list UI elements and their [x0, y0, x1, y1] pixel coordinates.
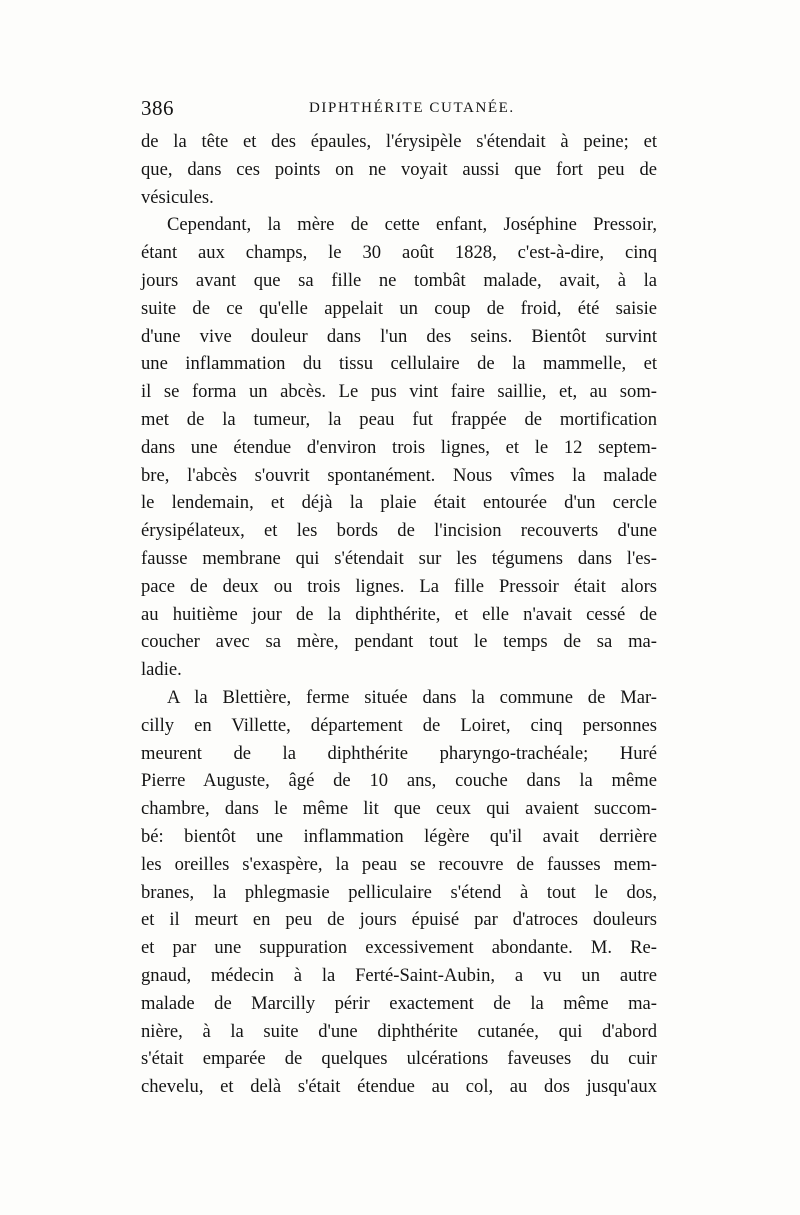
- text-line: que, dans ces points on ne voyait aussi que fort peu de: [141, 158, 657, 180]
- text-line: fausse membrane qui s'étendait sur les tégumens dans l'es-: [141, 547, 657, 569]
- text-line: jours avant que sa fille ne tombât malade, avait, à la: [141, 269, 657, 291]
- text-line: bre, l'abcès s'ouvrit spontanément. Nous vîmes la malade: [141, 464, 657, 486]
- running-title: DIPHTHÉRITE CUTANÉE.: [309, 100, 515, 116]
- text-line: érysipélateux, et les bords de l'incision recouverts d'une: [141, 520, 657, 542]
- text-line: cilly en Villette, département de Loiret, cinq personnes: [141, 714, 657, 736]
- text-line: le lendemain, et déjà la plaie était entourée d'un cercle: [141, 492, 657, 514]
- text-line: bé: bientôt une inflammation légère qu'il avait derrière: [141, 825, 657, 847]
- text-line: et par une suppuration excessivement abondante. M. Re-: [141, 937, 657, 959]
- text-line: s'était emparée de quelques ulcérations faveuses du cuir: [141, 1048, 657, 1070]
- text-line: chambre, dans le même lit que ceux qui avaient succom-: [141, 798, 657, 820]
- text-line: gnaud, médecin à la Ferté-Saint-Aubin, a vu un autre: [141, 964, 657, 986]
- text-line: de la tête et des épaules, l'érysipèle s'étendait à peine; et: [141, 131, 657, 152]
- text-line: suite de ce qu'elle appelait un coup de froid, été saisie: [141, 297, 657, 319]
- text-line: au huitième jour de la diphthérite, et elle n'avait cessé de: [141, 603, 657, 625]
- text-line: étant aux champs, le 30 août 1828, c'est-à-dire, cinq: [141, 242, 657, 264]
- paragraph-start-line: Cependant, la mère de cette enfant, Joséphine Pressoir,: [167, 214, 657, 236]
- text-line: dans une étendue d'environ trois lignes, et le 12 septem-: [141, 436, 657, 458]
- text-line: ladie.: [141, 659, 182, 681]
- text-line: il se forma un abcès. Le pus vint faire saillie, et, au som-: [141, 381, 657, 403]
- body-text: [141, 128, 657, 1101]
- text-line: met de la tumeur, la peau fut frappée de mortification: [141, 408, 657, 430]
- text-line: vésicules.: [141, 186, 214, 208]
- text-line: une inflammation du tissu cellulaire de la mammelle, et: [141, 353, 657, 375]
- text-line: meurent de la diphthérite pharyngo-trachéale; Huré: [141, 742, 657, 764]
- text-line: coucher avec sa mère, pendant tout le temps de sa ma-: [141, 631, 657, 653]
- text-line: Pierre Auguste, âgé de 10 ans, couche dans la même: [141, 770, 657, 792]
- text-line: malade de Marcilly périr exactement de la même ma-: [141, 992, 657, 1014]
- text-line: d'une vive douleur dans l'un des seins. Bientôt survint: [141, 325, 657, 347]
- text-line: chevelu, et delà s'était étendue au col, au dos jusqu'aux: [141, 1076, 657, 1098]
- running-header: [141, 96, 661, 124]
- text-line: pace de deux ou trois lignes. La fille Pressoir était alors: [141, 575, 657, 597]
- paragraph-start-line: A la Blettière, ferme située dans la commune de Mar-: [167, 686, 657, 708]
- text-line: et il meurt en peu de jours épuisé par d'atroces douleurs: [141, 909, 657, 931]
- text-line: branes, la phlegmasie pelliculaire s'étend à tout le dos,: [141, 881, 657, 903]
- page-number: 386: [141, 96, 174, 120]
- text-line: les oreilles s'exaspère, la peau se recouvre de fausses mem-: [141, 853, 657, 875]
- text-line: nière, à la suite d'une diphthérite cutanée, qui d'abord: [141, 1020, 657, 1042]
